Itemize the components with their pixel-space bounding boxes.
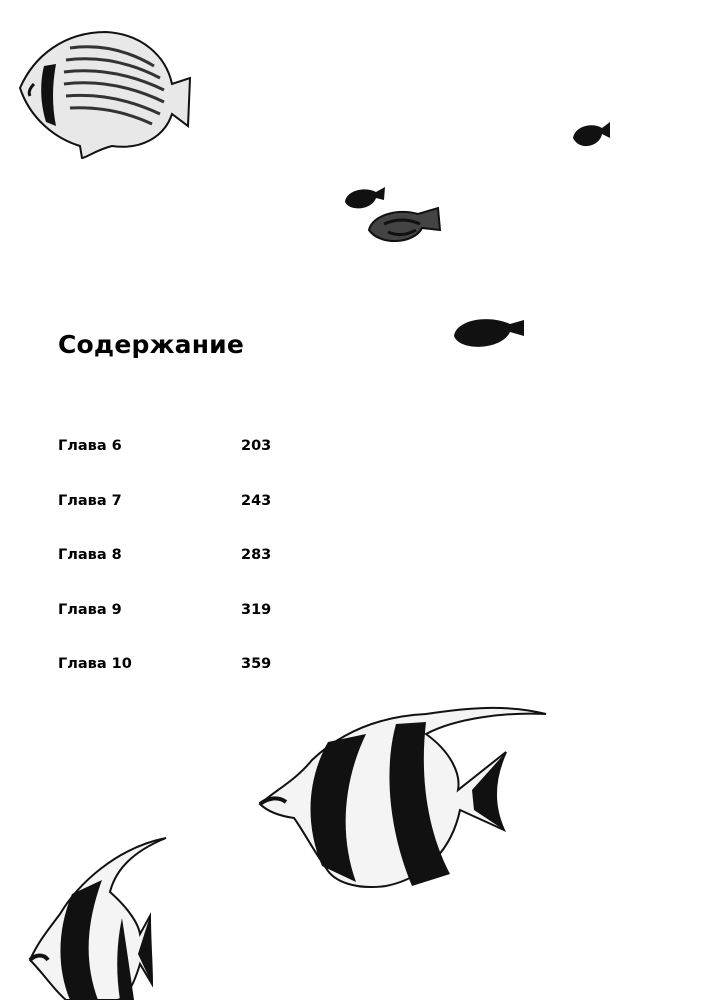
toc-entry[interactable] bbox=[58, 493, 288, 548]
moorish-idol-icon bbox=[26, 834, 172, 1000]
toc-entry[interactable] bbox=[58, 438, 288, 493]
toc-entry[interactable] bbox=[58, 602, 288, 657]
toc-chapter-label: Глава 8 bbox=[58, 547, 122, 563]
moorish-idol-icon bbox=[256, 698, 552, 894]
toc-entry[interactable] bbox=[58, 547, 288, 602]
toc-page-number: 283 bbox=[241, 547, 272, 563]
small-fish-icon bbox=[452, 314, 528, 354]
toc-chapter-label: Глава 6 bbox=[58, 438, 122, 454]
toc-entry[interactable] bbox=[58, 656, 288, 711]
toc-page-number: 319 bbox=[241, 601, 272, 618]
small-fish-icon bbox=[366, 206, 444, 248]
toc-page-number: 243 bbox=[241, 492, 272, 509]
toc-chapter-label: Глава 9 bbox=[58, 601, 122, 618]
toc-page-number: 203 bbox=[241, 438, 272, 454]
toc-chapter-label: Глава 10 bbox=[58, 656, 132, 672]
table-of-contents bbox=[58, 438, 288, 711]
page-title: Содержание bbox=[58, 330, 245, 359]
butterflyfish-icon bbox=[14, 26, 196, 166]
toc-page-number: 359 bbox=[241, 656, 272, 672]
small-fish-icon bbox=[570, 118, 614, 154]
toc-chapter-label: Глава 7 bbox=[58, 492, 122, 509]
